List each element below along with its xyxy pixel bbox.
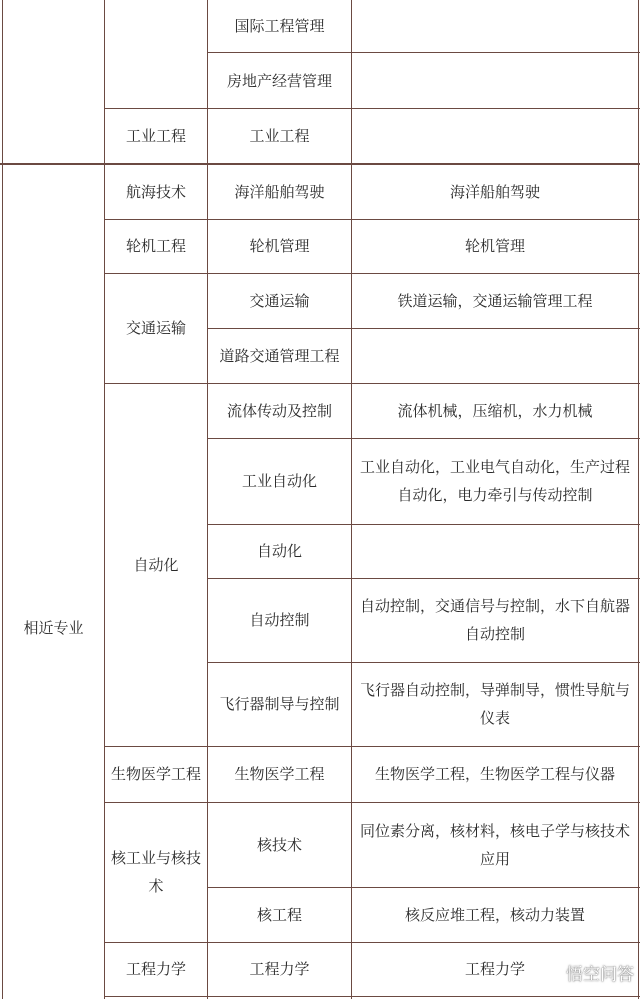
table-cell-major: 道路交通管理工程 [219, 346, 340, 365]
table-cell-related: 工业自动化，工业电气自动化，生产过程自动化，电力牵引与传动控制 [359, 458, 630, 504]
table-cell-major: 自动化 [256, 542, 302, 560]
table-cell-related: 生物医学工程，生物医学工程与仪器 [374, 765, 615, 783]
table-cell-major: 工程力学 [249, 960, 310, 978]
table-cell-major: 工业工程 [249, 126, 310, 145]
table-cell-related: 核反应堆工程，核动力装置 [404, 905, 585, 924]
table-rule [105, 996, 640, 997]
watermark [538, 960, 634, 985]
table-cell-related: 同位素分离，核材料，核电子学与核技术应用 [359, 821, 630, 868]
table-cell-subcategory: 自动化 [133, 555, 179, 574]
table-cell-related: 轮机管理 [464, 237, 525, 255]
speech-bubble-icon [538, 963, 562, 983]
table-cell-related: 流体机械，压缩机，水力机械 [397, 401, 593, 420]
table-cell-subcategory: 轮机工程 [125, 237, 186, 255]
table-cell-major: 自动控制 [249, 611, 310, 629]
table-cell-subcategory: 生物医学工程 [110, 765, 201, 783]
table-cell-major: 流体传动及控制 [226, 401, 332, 420]
table-cell-related: 铁道运输，交通运输管理工程 [397, 291, 593, 310]
table-cell-major: 房地产经营管理 [226, 71, 332, 90]
table-cell-major: 生物医学工程 [234, 765, 325, 783]
table-cell-major: 工业自动化 [241, 472, 317, 490]
table-cell-subcategory: 工程力学 [125, 960, 186, 978]
table-cell-related: 飞行器自动控制，导弹制导，惯性导航与仪表 [359, 681, 630, 727]
table-cell-major: 核工程 [256, 905, 302, 924]
table-cell-subcategory: 工业工程 [125, 126, 186, 145]
table-cell-subcategory: 核工业与核技术 [111, 849, 202, 895]
table-cell-major: 核技术 [256, 835, 302, 854]
table-cell-major: 交通运输 [249, 291, 310, 310]
category-label: 相近专业 [23, 619, 84, 637]
table-cell-major: 轮机管理 [249, 237, 310, 255]
table-cell-related: 海洋船舶驾驶 [449, 183, 540, 201]
table-cell-related: 工程力学 [464, 960, 525, 978]
table-cell-major: 海洋船舶驾驶 [234, 183, 325, 201]
table-cell-subcategory: 航海技术 [125, 183, 186, 201]
watermark-text: 悟空问答 [566, 965, 634, 985]
table-cell-subcategory: 交通运输 [125, 319, 186, 337]
table-rule [638, 0, 639, 999]
table-cell-major: 国际工程管理 [234, 17, 325, 35]
table-cell-major: 飞行器制导与控制 [219, 695, 340, 713]
table-cell-related: 自动控制，交通信号与控制，水下自航器自动控制 [359, 597, 630, 643]
